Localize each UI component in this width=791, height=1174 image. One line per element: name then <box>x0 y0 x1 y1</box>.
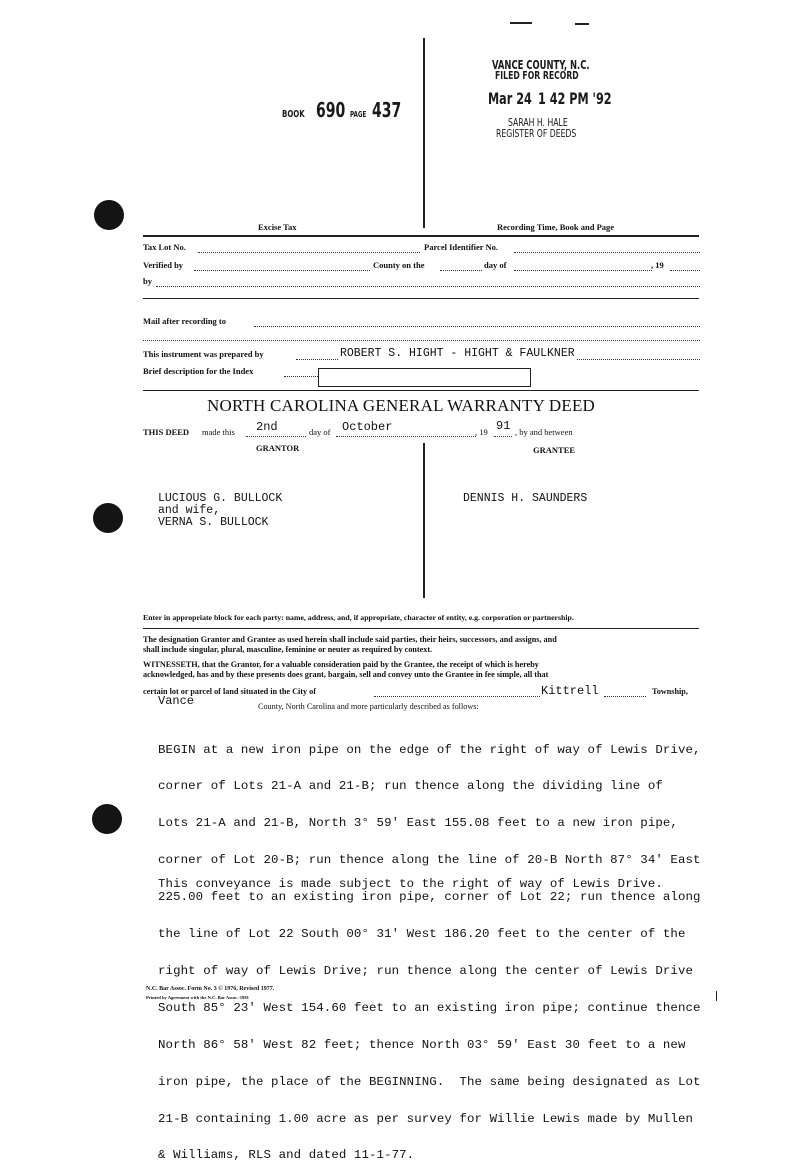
brief-description-box[interactable] <box>318 368 531 387</box>
page-label: PAGE <box>350 110 367 119</box>
legal-description <box>158 719 701 1174</box>
mail-after-label: Mail after recording to <box>143 316 227 326</box>
legal-line: 225.00 feet to an existing iron pipe, corner of Lot 22; run thence along <box>158 890 701 905</box>
made-this-label: made this <box>202 427 235 437</box>
book-page-reference <box>282 98 402 122</box>
stamp-county: VANCE COUNTY, N.C. <box>492 58 590 72</box>
grantor-line: and wife, <box>158 504 221 517</box>
legal-line: 21-B containing 1.00 acre as per survey for Willie Lewis made by Mullen <box>158 1111 694 1126</box>
year-prefix-label: , 19 <box>651 260 664 270</box>
top-mark <box>510 22 532 24</box>
parcel-id-field[interactable] <box>514 252 700 253</box>
county-value: Vance <box>158 694 195 708</box>
city-field[interactable] <box>374 696 540 697</box>
legal-line: & Williams, RLS and dated 11-1-77. <box>158 1148 415 1163</box>
grantee-block <box>463 493 587 505</box>
deed-day-field[interactable] <box>246 436 306 437</box>
conveyance-note: This conveyance is made subject to the right of way of Lewis Drive. <box>158 877 663 891</box>
legal-line: the line of Lot 22 South 00° 31' West 186.20 feet to the center of the <box>158 927 686 942</box>
verified-by-label: Verified by <box>143 260 184 270</box>
grantor-line: VERNA S. BULLOCK <box>158 516 269 529</box>
party-divider <box>423 443 425 598</box>
top-mark <box>575 23 589 25</box>
punch-hole-bottom <box>92 804 122 834</box>
deed-year-value: 91 <box>496 419 511 433</box>
designation-line: The designation Grantor and Grantee as used herein shall include said parties, their heirs, successors, and assigns, and <box>143 635 557 644</box>
brief-description-line <box>284 376 318 377</box>
legal-line: iron pipe, the place of the BEGINNING. The same being designated as Lot <box>158 1074 701 1089</box>
stamp-date: Mar 24 <box>488 89 532 108</box>
footer-mark <box>716 991 717 1001</box>
day-of-label-2: day of <box>309 427 331 437</box>
header-rule <box>143 235 699 237</box>
prepared-by-label: This instrument was prepared by <box>143 349 264 359</box>
punch-hole-middle <box>93 503 123 533</box>
party-instructions: Enter in appropriate block for each party: name, address, and, if appropriate, character of entity, e.g. corporation or partnership. <box>143 613 574 622</box>
year-field[interactable] <box>670 270 700 271</box>
excise-tax-label: Excise Tax <box>258 222 297 232</box>
deed-day-value: 2nd <box>256 420 278 434</box>
deed-suffix: , by and between <box>515 427 573 437</box>
stamp-name: SARAH H. HALE <box>508 116 568 129</box>
township-value: Kittrell <box>541 684 599 698</box>
township-field[interactable] <box>604 696 646 697</box>
stamp-title: REGISTER OF DEEDS <box>496 127 577 140</box>
verified-by-field[interactable] <box>194 270 370 271</box>
book-number: 690 <box>316 98 346 122</box>
grantee-header: GRANTEE <box>533 445 576 455</box>
parcel-id-label: Parcel Identifier No. <box>424 242 499 252</box>
grantor-line: LUCIOUS G. BULLOCK <box>158 492 283 505</box>
county-day-field[interactable] <box>440 270 482 271</box>
township-label: Township, <box>652 687 688 696</box>
location-prefix: certain lot or parcel of land situated in the City of <box>143 687 316 696</box>
stamp-time: 1 42 PM '92 <box>538 89 612 108</box>
month-field[interactable] <box>514 270 652 271</box>
book-label: BOOK <box>282 109 305 120</box>
witnesseth-line: WITNESSETH, that the Grantor, for a valuable consideration paid by the Grantee, the receipt of which is hereby <box>143 660 539 669</box>
header-divider <box>423 38 425 228</box>
legal-line: South 85° 23' West 154.60 feet to an existing iron pipe; continue thence <box>158 1000 701 1015</box>
deed-year-field[interactable] <box>494 436 512 437</box>
grantor-block <box>158 493 282 529</box>
grantor-header: GRANTOR <box>256 443 300 453</box>
legal-line: corner of Lots 21-A and 21-B; run thence along the dividing line of <box>158 779 663 794</box>
county-suffix: County, North Carolina and more particularly described as follows: <box>258 702 479 711</box>
designation-line: shall include singular, plural, masculine, feminine or neuter as required by context. <box>143 645 433 654</box>
county-on-label: County on the <box>373 260 425 270</box>
deed-month-field[interactable] <box>336 436 476 437</box>
tax-lot-field[interactable] <box>198 252 420 253</box>
brief-description-label: Brief description for the Index <box>143 366 254 376</box>
day-of-label: day of <box>484 260 507 270</box>
deed-title: NORTH CAROLINA GENERAL WARRANTY DEED <box>207 396 596 415</box>
mail-after-field-2[interactable] <box>143 340 700 341</box>
punch-hole-top <box>94 200 124 230</box>
printed-by-footer: Printed by Agreement with the N.C. Bar Assoc.-1981 <box>146 995 249 1000</box>
page-number: 437 <box>372 98 402 122</box>
form-footer: N.C. Bar Assoc. Form No. 3 © 1976, Revised 1977. <box>146 986 275 992</box>
witnesseth-line: acknowledged, has and by these presents does grant, bargain, sell and convey unto the Grantee in fee simple, all that <box>143 670 549 679</box>
legal-line: BEGIN at a new iron pipe on the edge of the right of way of Lewis Drive, <box>158 742 701 757</box>
prepared-by-value: ROBERT S. HIGHT - HIGHT & FAULKNER <box>340 347 575 360</box>
legal-line: North 86° 58' West 82 feet; thence North 03° 59' East 30 feet to a new <box>158 1037 686 1052</box>
stamp-filed: FILED FOR RECORD <box>495 69 579 82</box>
section-rule <box>143 298 699 299</box>
legal-line: right of way of Lewis Drive; run thence along the center of Lewis Drive <box>158 963 694 978</box>
deed-month-value: October <box>342 420 393 434</box>
by-field[interactable] <box>156 286 700 287</box>
mail-after-field[interactable] <box>254 326 700 327</box>
grantee-line: DENNIS H. SAUNDERS <box>463 492 588 505</box>
tax-lot-label: Tax Lot No. <box>143 242 186 252</box>
recording-time-label: Recording Time, Book and Page <box>497 222 615 232</box>
section-rule-3 <box>143 628 699 629</box>
by-label: by <box>143 276 152 286</box>
section-rule-2 <box>143 390 699 391</box>
legal-line: corner of Lot 20-B; run thence along the line of 20-B North 87° 34' East <box>158 853 701 868</box>
deed-prefix: THIS DEED <box>143 427 190 437</box>
deed-year-prefix: , 19 <box>475 427 488 437</box>
legal-line: Lots 21-A and 21-B, North 3° 59' East 155.08 feet to a new iron pipe, <box>158 816 678 831</box>
